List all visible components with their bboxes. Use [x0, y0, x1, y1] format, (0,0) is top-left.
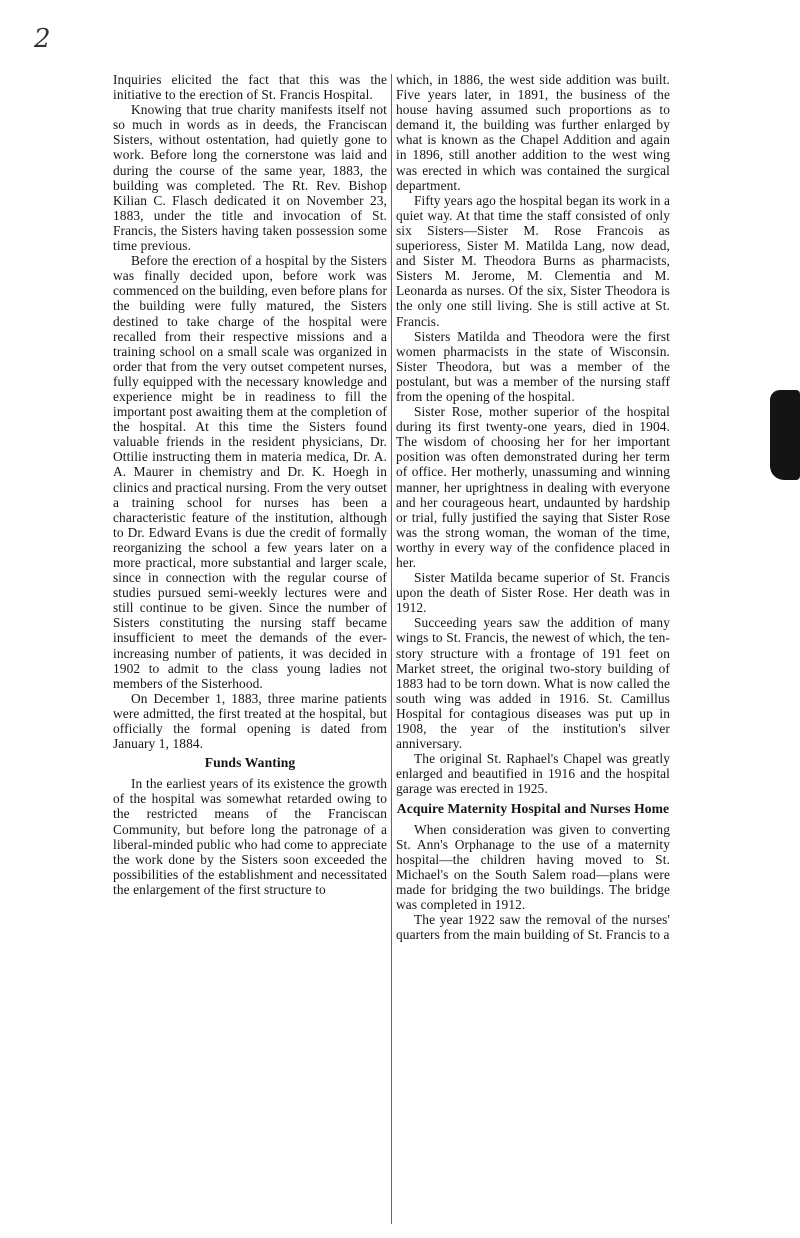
right-paragraph-1: which, in 1886, the west side addition was built. Five years later, in 1891, the business of the house having assumed such proportions as to demand it, the building was further enlarged by what is known as the Chapel Addition and again in 1896, still another addition to the west wing was erected in which was contained the surgical department. — [396, 72, 670, 193]
right-paragraph-9: The year 1922 saw the removal of the nurses' quarters from the main building of St. Francis to a — [396, 912, 670, 943]
column-divider — [391, 74, 392, 1224]
right-column — [396, 72, 670, 942]
left-column — [113, 72, 387, 897]
left-paragraph-2: Knowing that true charity manifests itself not so much in words as in deeds, the Franciscan Sisters, without ostentation, had quietly gone to work. Before long the cornerstone was laid and during the course of the same year, 1883, the building was completed. The Rt. Rev. Bishop Kilian C. Flasch dedicated it on November 23, 1883, under the title and invocation of St. Francis, the Sisters having taken possession some time previous. — [113, 102, 387, 254]
right-paragraph-6: Succeeding years saw the addition of many wings to St. Francis, the newest of which, the ten-story structure with a frontage of 191 feet on Market street, the original two-story building of 1883 had to be torn down. What is now called the south wing was added in 1916. St. Camillus Hospital for contagious diseases was put up in 1908, the year of the institution's silver anniversary. — [396, 615, 670, 752]
section-heading-funds-wanting: Funds Wanting — [204, 755, 296, 771]
right-paragraph-2: Fifty years ago the hospital began its work in a quiet way. At that time the staff consisted of only six Sisters—Sister M. Rose Francois as superioress, Sister M. Matilda Lang, now dead, and Sister M. Theodora Burns as pharmacists, Sisters M. Jerome, M. Clementia and M. Leonarda as nurses. Of the six, Sister Theodora is the only one still living. She is still active at St. Francis. — [396, 192, 670, 329]
left-paragraph-4: On December 1, 1883, three marine patients were admitted, the first treated at the hospital, but officially the formal opening is dated from January 1, 1884. — [113, 690, 387, 752]
left-paragraph-3: Before the erection of a hospital by the Sisters was finally decided upon, before work was commenced on the building, even before plans for the building were fully matured, the Sisters destined to take charge of the hospital were recalled from their respective missions and a training school on a small scale was organized in order that from the very outset competent nurses, fully equipped with the necessary knowledge and experience might be in readiness to fill the important post awaiting them at the completion of the hospital. At this time the Sisters found valuable friends in the resident physicians, Dr. Ottilie instructing them in materia medica, Dr. A. A. Maurer in chemistry and Dr. K. Hoegh in clinics and practical nursing. From the very outset a training school for nurses has been a characteristic feature of the institution, although to Dr. Edward Evans is due the credit of formally reorganizing the school a few years later on a more practical, more substantial and larger scale, since in connection with the regular course of studies pursued semi-weekly lectures were and still continue to be given. Since the number of Sisters constituting the nursing staff became insufficient to meet the demands of the ever-increasing number of patients, it was decided in 1902 to admit to the class young ladies not members of the Sisterhood. — [113, 253, 388, 691]
left-paragraph-5: In the earliest years of its existence the growth of the hospital was somewhat retarded owing to the restricted means of the Franciscan Community, but before long the patronage of a liberal-minded public who had come to appreciate the work done by the Sisters soon exceeded the possibilities of the establishment and necessitated the enlargement of the first structure to — [113, 776, 387, 897]
section-heading-maternity-hospital: Acquire Maternity Hospital and Nurses Home — [396, 800, 670, 816]
right-paragraph-3: Sisters Matilda and Theodora were the first women pharmacists in the state of Wisconsin. Sister Theodora, but was a member of the postulant, but was a member of the nursing staff from the opening of the hospital. — [396, 328, 670, 404]
right-paragraph-5: Sister Matilda became superior of St. Francis upon the death of Sister Rose. Her death was in 1912. — [396, 570, 670, 616]
right-paragraph-8: When consideration was given to converting St. Ann's Orphanage to the use of a maternity hospital—the children having moved to St. Michael's on the South Salem road—plans were made for bridging the two buildings. The bridge was completed in 1912. — [396, 821, 670, 912]
scan-smudge — [770, 390, 800, 480]
right-paragraph-7: The original St. Raphael's Chapel was greatly enlarged and beautified in 1916 and the hospital garage was erected in 1925. — [396, 751, 670, 797]
right-paragraph-4: Sister Rose, mother superior of the hospital during its first twenty-one years, died in 1904. The wisdom of choosing her for her important position was often demonstrated during her term of office. Her motherly, unassuming and winning manner, her uprightness in dealing with everyone and her courageous heart, undaunted by hardship or trial, fully justified the saying that Sister Rose was the strong woman, the woman of the time, worthy in every way of the confidence placed in her. — [396, 404, 670, 570]
page-number: 2 — [34, 24, 51, 54]
left-paragraph-1: Inquiries elicited the fact that this was the initiative to the erection of St. Francis Hospital. — [113, 72, 387, 103]
